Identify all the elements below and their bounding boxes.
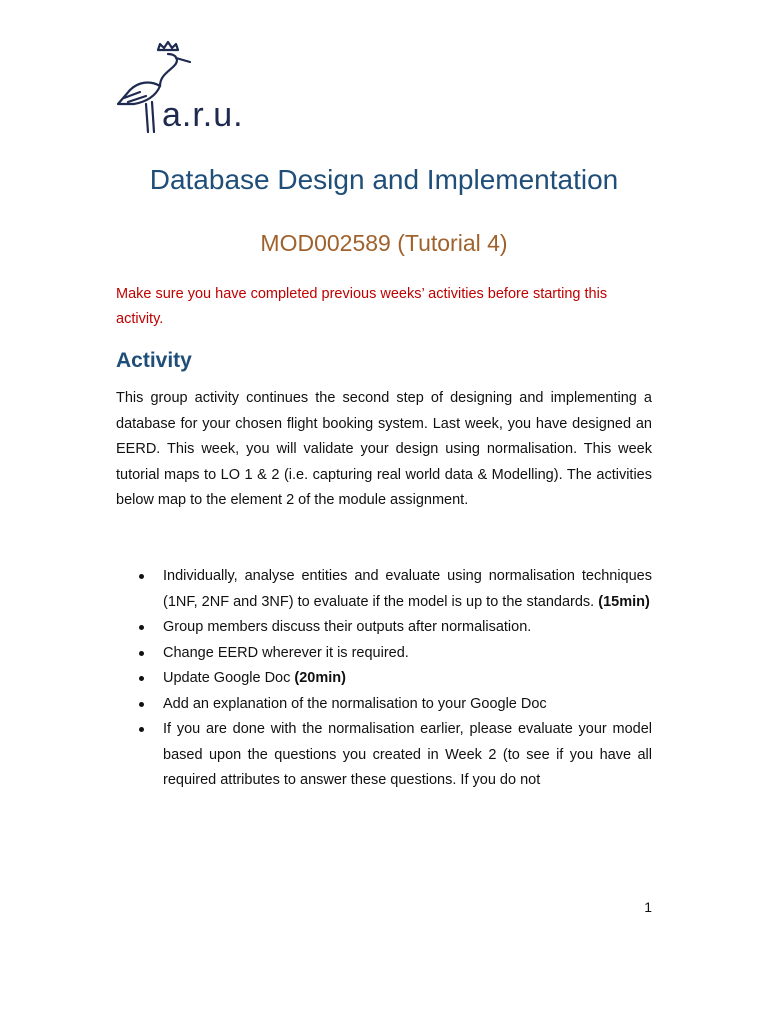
list-item: Add an explanation of the normalisation to your Google Doc [116, 692, 652, 718]
list-item: Update Google Doc (20min) [116, 666, 652, 692]
list-item: Change EERD wherever it is required. [116, 641, 652, 667]
logo-text: a.r.u. [162, 96, 244, 134]
page-number: 1 [644, 899, 652, 915]
list-item: Group members discuss their outputs after normalisation. [116, 615, 652, 641]
bullet-icon [139, 702, 144, 707]
warning-note: Make sure you have completed previous weeks’ activities before starting this activity. [116, 286, 608, 327]
bullet-icon [139, 574, 144, 579]
activity-heading: Activity [116, 349, 192, 372]
aru-logo [110, 40, 270, 134]
document-title: Database Design and Implementation [149, 164, 619, 195]
bullet-icon [139, 727, 144, 732]
bullet-icon [139, 651, 144, 656]
module-subtitle: MOD002589 (Tutorial 4) [260, 230, 508, 256]
list-item: Individually, analyse entities and evaluate using normalisation techniques (1NF, 2NF and 3NF) to evaluate if the model is up to the standards. (15min) [116, 564, 652, 615]
list-item: If you are done with the normalisation earlier, please evaluate your model based upon the questions you created in Week 2 (to see if you have all required attributes to answer these questions. If you do not [116, 717, 652, 794]
activity-list [116, 564, 652, 794]
bullet-icon [139, 676, 144, 681]
activity-paragraph: This group activity continues the second step of designing and implementing a database for your chosen flight booking system. Last week, you have designed an EERD. This week, you will validate your design using normalisation. This week tutorial maps to LO 1 & 2 (i.e. capturing real world data & Modelling). The activities below map to the element 2 of the module assignment. [116, 390, 652, 508]
bullet-icon [139, 625, 144, 630]
